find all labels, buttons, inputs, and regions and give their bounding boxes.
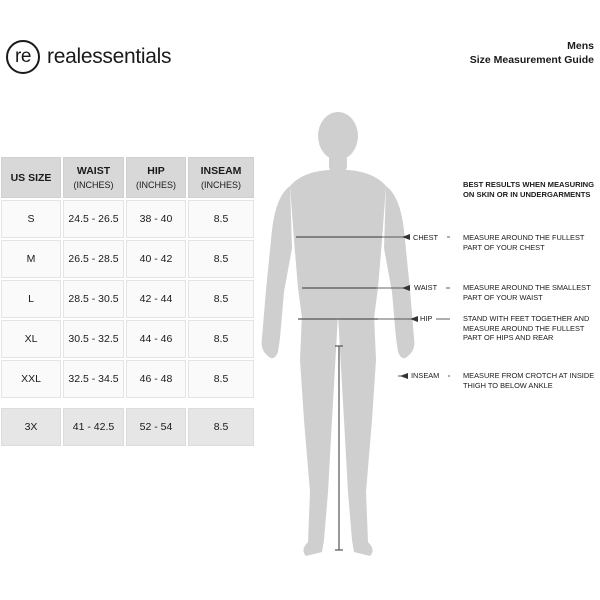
table-cell: 8.5 xyxy=(188,360,254,398)
table-cell: 8.5 xyxy=(188,408,254,446)
hip-description: STAND WITH FEET TOGETHER AND MEASURE AROUND THE FULLEST PART OF HIPS AND REAR xyxy=(463,314,590,342)
table-cell: 28.5 - 30.5 xyxy=(63,280,124,318)
table-cell: 41 - 42.5 xyxy=(63,408,124,446)
chest-label: CHEST xyxy=(413,233,439,242)
table-row xyxy=(1,280,254,318)
header-cell xyxy=(126,157,186,198)
table-cell: 52 - 54 xyxy=(126,408,186,446)
body-silhouette xyxy=(262,112,415,556)
header-unit: (INCHES) xyxy=(73,180,114,190)
table-cell: 8.5 xyxy=(188,280,254,318)
header-label: WAIST xyxy=(76,165,111,177)
table-row xyxy=(1,240,254,278)
table-cell: S xyxy=(1,200,61,238)
table-header-row xyxy=(1,157,254,198)
table-cell: 30.5 - 32.5 xyxy=(63,320,124,358)
best-results-note: BEST RESULTS WHEN MEASURING ON SKIN OR IN UNDERGARMENTS xyxy=(463,180,595,199)
page-title xyxy=(470,39,594,67)
table-cell: 3X xyxy=(1,408,61,446)
table-cell: 8.5 xyxy=(188,200,254,238)
brand-logo xyxy=(6,37,171,77)
size-table xyxy=(1,157,254,448)
header-unit: (INCHES) xyxy=(201,180,241,190)
brand-name: realessentials xyxy=(47,45,172,68)
brand-mark: re xyxy=(6,40,40,74)
header-cell xyxy=(1,157,61,198)
header-label: US SIZE xyxy=(10,171,52,184)
hip-label: HIP xyxy=(420,314,433,323)
waist-label: WAIST xyxy=(414,283,438,292)
header-unit: (INCHES) xyxy=(136,180,176,190)
table-cell: 8.5 xyxy=(188,240,254,278)
header-cell xyxy=(188,157,254,198)
title-line-2: Size Measurement Guide xyxy=(469,54,594,66)
table-cell: XXL xyxy=(1,360,61,398)
table-row xyxy=(1,320,254,358)
table-cell: 26.5 - 28.5 xyxy=(63,240,124,278)
table-cell: L xyxy=(1,280,61,318)
table-cell: 42 - 44 xyxy=(126,280,186,318)
chest-description: MEASURE AROUND THE FULLEST PART OF YOUR CHEST xyxy=(463,233,585,252)
table-cell: 24.5 - 26.5 xyxy=(63,200,124,238)
table-cell: 44 - 46 xyxy=(126,320,186,358)
body-figure xyxy=(250,100,450,570)
table-row-extended xyxy=(1,408,254,446)
waist-description: MEASURE AROUND THE SMALLEST PART OF YOUR WAIST xyxy=(463,283,591,302)
table-cell: M xyxy=(1,240,61,278)
header-label: HIP xyxy=(147,165,165,177)
inseam-description: MEASURE FROM CROTCH AT INSIDE THIGH TO BELOW ANKLE xyxy=(463,371,595,390)
table-cell: 40 - 42 xyxy=(126,240,186,278)
table-cell: XL xyxy=(1,320,61,358)
label-dashes xyxy=(436,237,450,376)
header-cell xyxy=(63,157,124,198)
title-line-1: Mens xyxy=(567,40,594,52)
table-cell: 32.5 - 34.5 xyxy=(63,360,124,398)
table-row xyxy=(1,360,254,398)
table-row xyxy=(1,200,254,238)
table-cell: 8.5 xyxy=(188,320,254,358)
table-cell: 38 - 40 xyxy=(126,200,186,238)
header-label: INSEAM xyxy=(200,165,242,177)
table-cell: 46 - 48 xyxy=(126,360,186,398)
inseam-label: INSEAM xyxy=(411,371,440,380)
